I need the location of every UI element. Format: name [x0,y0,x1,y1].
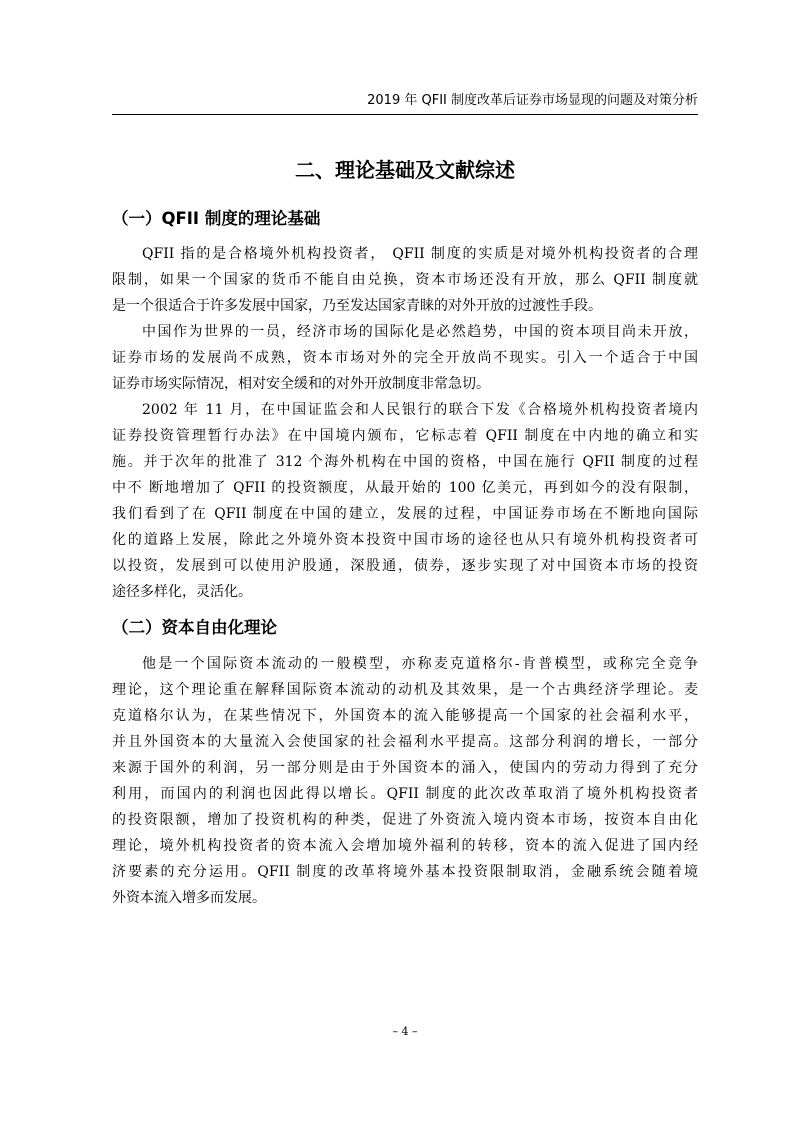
paragraph [112,397,698,605]
text-line: QFII 指的是合格境外机构投资者， QFII 制度的实质是对境外机构投资者的合理 [142,246,698,262]
header-rule [112,114,698,115]
section-heading-capital-liberalization: （二）资本自由化理论 [112,618,277,637]
text-line: 济要素的充分运用。QFII 制度的改革将境外基本投资限制取消，金融系统会随着境 [112,864,698,880]
text-line: 并且外国资本的大量流入会使国家的社会福利水平提高。这部分利润的增长，一部分 [112,734,698,750]
text-line: 证券市场实际情况，相对安全缓和的对外开放制度非常急切。 [112,376,490,392]
text-line: 施。并于次年的批准了 312 个海外机构在中国的资格，中国在施行 QFII 制度的过程 [112,454,698,470]
paragraph [112,651,698,911]
page-number: – 4 – [392,1025,418,1038]
running-header: 2019 年 QFII 制度改革后证券市场显现的问题及对策分析 [367,93,698,108]
text-line: 克道格尔认为，在某些情况下，外国资本的流入能够提高一个国家的社会福利水平， [112,708,698,724]
section-body-capital-liberalization [112,651,698,911]
text-line: 证券投资管理暂行办法》在中国境内颁布，它标志着 QFII 制度在中内地的确立和实 [112,428,698,444]
text-line: 中不 断地增加了 QFII 的投资额度，从最开始的 100 亿美元，再到如今的没有限制， [112,480,698,496]
text-line: 理论，这个理论重在解释国际资本流动的动机及其效果，是一个古典经济学理论。麦 [112,682,698,698]
section-body-qfii-theory [112,241,698,605]
text-line: 2002 年 11 月，在中国证监会和人民银行的联合下发《合格境外机构投资者境内 [142,402,698,418]
paragraph [112,241,698,319]
text-line: 途径多样化，灵活化。 [112,584,252,600]
text-line: 限制，如果一个国家的货币不能自由兑换，资本市场还没有开放，那么 QFII 制度就 [112,272,698,288]
text-line: 他是一个国际资本流动的一般模型，亦称麦克道格尔-肯普模型，或称完全竞争 [142,656,698,672]
text-line: 外资本流入增多而发展。 [112,890,266,906]
text-line: 化的道路上发展，除此之外境外资本投资中国市场的途径也从只有境外机构投资者可 [112,532,698,548]
text-line: 我们看到了在 QFII 制度在中国的建立，发展的过程，中国证券市场在不断地向国际 [112,506,698,522]
paragraph [112,319,698,397]
text-line: 理论，境外机构投资者的资本流入会增加境外福利的转移，资本的流入促进了国内经 [112,838,698,854]
text-line: 证券市场的发展尚不成熟，资本市场对外的完全开放尚不现实。引入一个适合于中国 [112,350,698,366]
text-line: 的投资限额，增加了投资机构的种类，促进了外资流入境内资本市场，按资本自由化 [112,812,698,828]
text-line: 来源于国外的利润，另一部分则是由于外国资本的涌入，使国内的劳动力得到了充分 [112,760,698,776]
text-line: 利用，而国内的利润也因此得以增长。QFII 制度的此次改革取消了境外机构投资者 [112,786,698,802]
text-line: 以投资，发展到可以使用沪股通，深股通，债券，逐步实现了对中国资本市场的投资 [112,558,698,574]
section-heading-qfii-theory: （一）QFII 制度的理论基础 [112,209,321,228]
text-line: 是一个很适合于许多发展中国家，乃至发达国家青睐的对外开放的过渡性手段。 [112,298,602,314]
chapter-title: 二、理论基础及文献综述 [295,158,515,182]
text-line: 中国作为世界的一员，经济市场的国际化是必然趋势，中国的资本项目尚未开放， [142,324,698,340]
